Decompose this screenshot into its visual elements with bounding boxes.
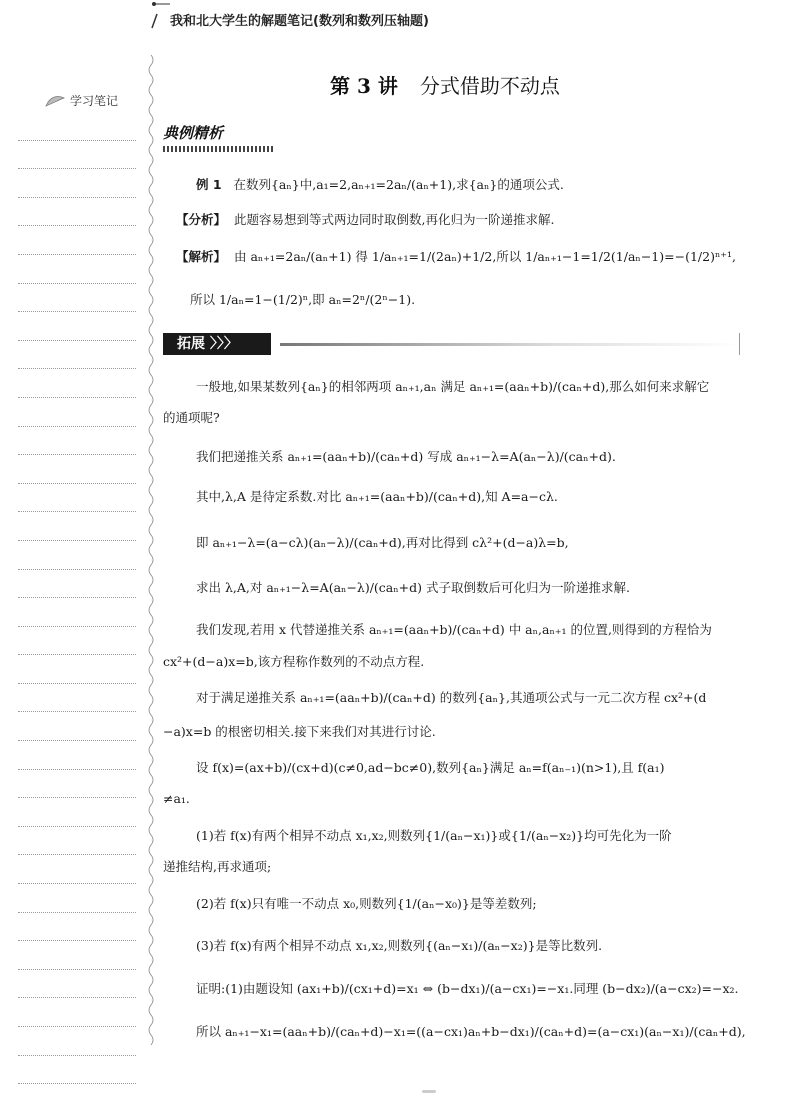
example-label: 例 1 (196, 177, 222, 192)
margin-divider (146, 55, 156, 1055)
analysis-line (176, 210, 554, 230)
expand-paragraph-6b: cx²+(d−a)x=b,该方程称作数列的不动点方程. (163, 654, 425, 669)
solution-line-2: 所以 1/aₙ=1−(1/2)ⁿ,即 aₙ=2ⁿ/(2ⁿ−1). (190, 292, 416, 307)
expand-rule-end (739, 333, 740, 355)
expand-paragraph-8b: ≠a₁. (163, 791, 190, 806)
expand-paragraph-1: 一般地,如果某数列{aₙ}的相邻两项 aₙ₊₁,aₙ 满足 aₙ₊₁=(aaₙ+b)/(caₙ+d),那么如何来求解它 (196, 379, 710, 394)
expand-paragraph-6: 我们发现,若用 x 代替递推关系 aₙ₊₁=(aaₙ+b)/(caₙ+d) 中 aₙ,aₙ₊₁ 的位置,则得到的方程恰为 (196, 622, 712, 637)
analysis-text: 此题容易想到等式两边同时取倒数,再化归为一阶递推求解. (233, 212, 555, 227)
expand-paragraph-11: (3)若 f(x)有两个相异不动点 x₁,x₂,则数列{(aₙ−x₁)/(aₙ−x₂)}是等比数列. (196, 938, 603, 953)
solution-label: 【解析】 (176, 249, 227, 264)
expand-paragraph-7: 对于满足递推关系 aₙ₊₁=(aaₙ+b)/(caₙ+d) 的数列{aₙ},其通项公式与一元二次方程 cx²+(d (196, 690, 707, 705)
expand-paragraph-12: 证明:(1)由题设知 (ax₁+b)/(cx₁+d)=x₁ ⇔ (b−dx₁)/(a−cx₁)=−x₁.同理 (b−dx₂)/(a−cx₂)=−x₂. (196, 981, 739, 996)
lecture-title (330, 70, 560, 99)
expand-paragraph-8: 设 f(x)=(ax+b)/(cx+d)(c≠0,ad−bc≠0),数列{aₙ}满足 aₙ=f(aₙ₋₁)(n>1),且 f(a₁) (196, 760, 665, 775)
expand-paragraph-5: 求出 λ,A,对 aₙ₊₁−λ=A(aₙ−λ)/(caₙ+d) 式子取倒数后可化归为一阶递推求解. (196, 580, 630, 595)
note-lines (18, 112, 136, 1084)
footer-mark (422, 1090, 436, 1093)
expand-paragraph-10: (2)若 f(x)只有唯一不动点 x₀,则数列{1/(aₙ−x₀)}是等差数列; (196, 896, 537, 911)
expand-paragraph-2: 我们把递推关系 aₙ₊₁=(aaₙ+b)/(caₙ+d) 写成 aₙ₊₁−λ=A(aₙ−λ)/(caₙ+d). (196, 449, 616, 464)
example-problem: 在数列{aₙ}中,a₁=2,aₙ₊₁=2aₙ/(aₙ+1),求{aₙ}的通项公式. (233, 177, 564, 192)
solution-text-1: 由 aₙ₊₁=2aₙ/(aₙ+1) 得 1/aₙ₊₁=1/(2aₙ)+1/2,所以 1/aₙ₊₁−1=1/2(1/aₙ−1)=−(1/2)ⁿ⁺¹, (233, 249, 736, 264)
header-decoration-icon (148, 0, 172, 30)
expand-paragraph-9: (1)若 f(x)有两个相异不动点 x₁,x₂,则数列{1/(aₙ−x₁)}或{1/(aₙ−x₂)}均可先化为一阶 (196, 828, 672, 843)
expand-rule (280, 343, 740, 346)
expand-paragraph-7b: −a)x=b 的根密切相关.接下来我们对其进行讨论. (163, 724, 436, 739)
study-notes-label (44, 92, 118, 109)
expand-heading: 拓展 〉〉〉 (163, 333, 271, 355)
example-heading-underline (163, 146, 275, 152)
expand-paragraph-4: 即 aₙ₊₁−λ=(a−cλ)(aₙ−λ)/(caₙ+d),再对比得到 cλ²+(d−a)λ=b, (196, 535, 569, 550)
leaf-icon (44, 94, 66, 108)
example-heading: 典例精析 (163, 124, 224, 142)
analysis-label: 【分析】 (176, 212, 227, 227)
example-problem-line (196, 175, 564, 195)
expand-paragraph-1b: 的通项呢? (163, 410, 220, 425)
header-title: 我和北大学生的解题笔记(数列和数列压轴题) (170, 14, 429, 29)
lecture-number: 第 3 讲 (330, 74, 398, 98)
expand-paragraph-3: 其中,λ,A 是待定系数.对比 aₙ₊₁=(aaₙ+b)/(caₙ+d),知 A=a−cλ. (196, 489, 558, 504)
lecture-topic: 分式借助不动点 (419, 74, 560, 98)
expand-paragraph-13: 所以 aₙ₊₁−x₁=(aaₙ+b)/(caₙ+d)−x₁=((a−cx₁)aₙ+b−dx₁)/(caₙ+d)=(a−cx₁)(aₙ−x₁)/(caₙ+d), (196, 1024, 746, 1039)
solution-line-1 (176, 247, 736, 267)
study-notes-text: 学习笔记 (70, 94, 119, 108)
expand-paragraph-9b: 递推结构,再求通项; (163, 859, 272, 874)
